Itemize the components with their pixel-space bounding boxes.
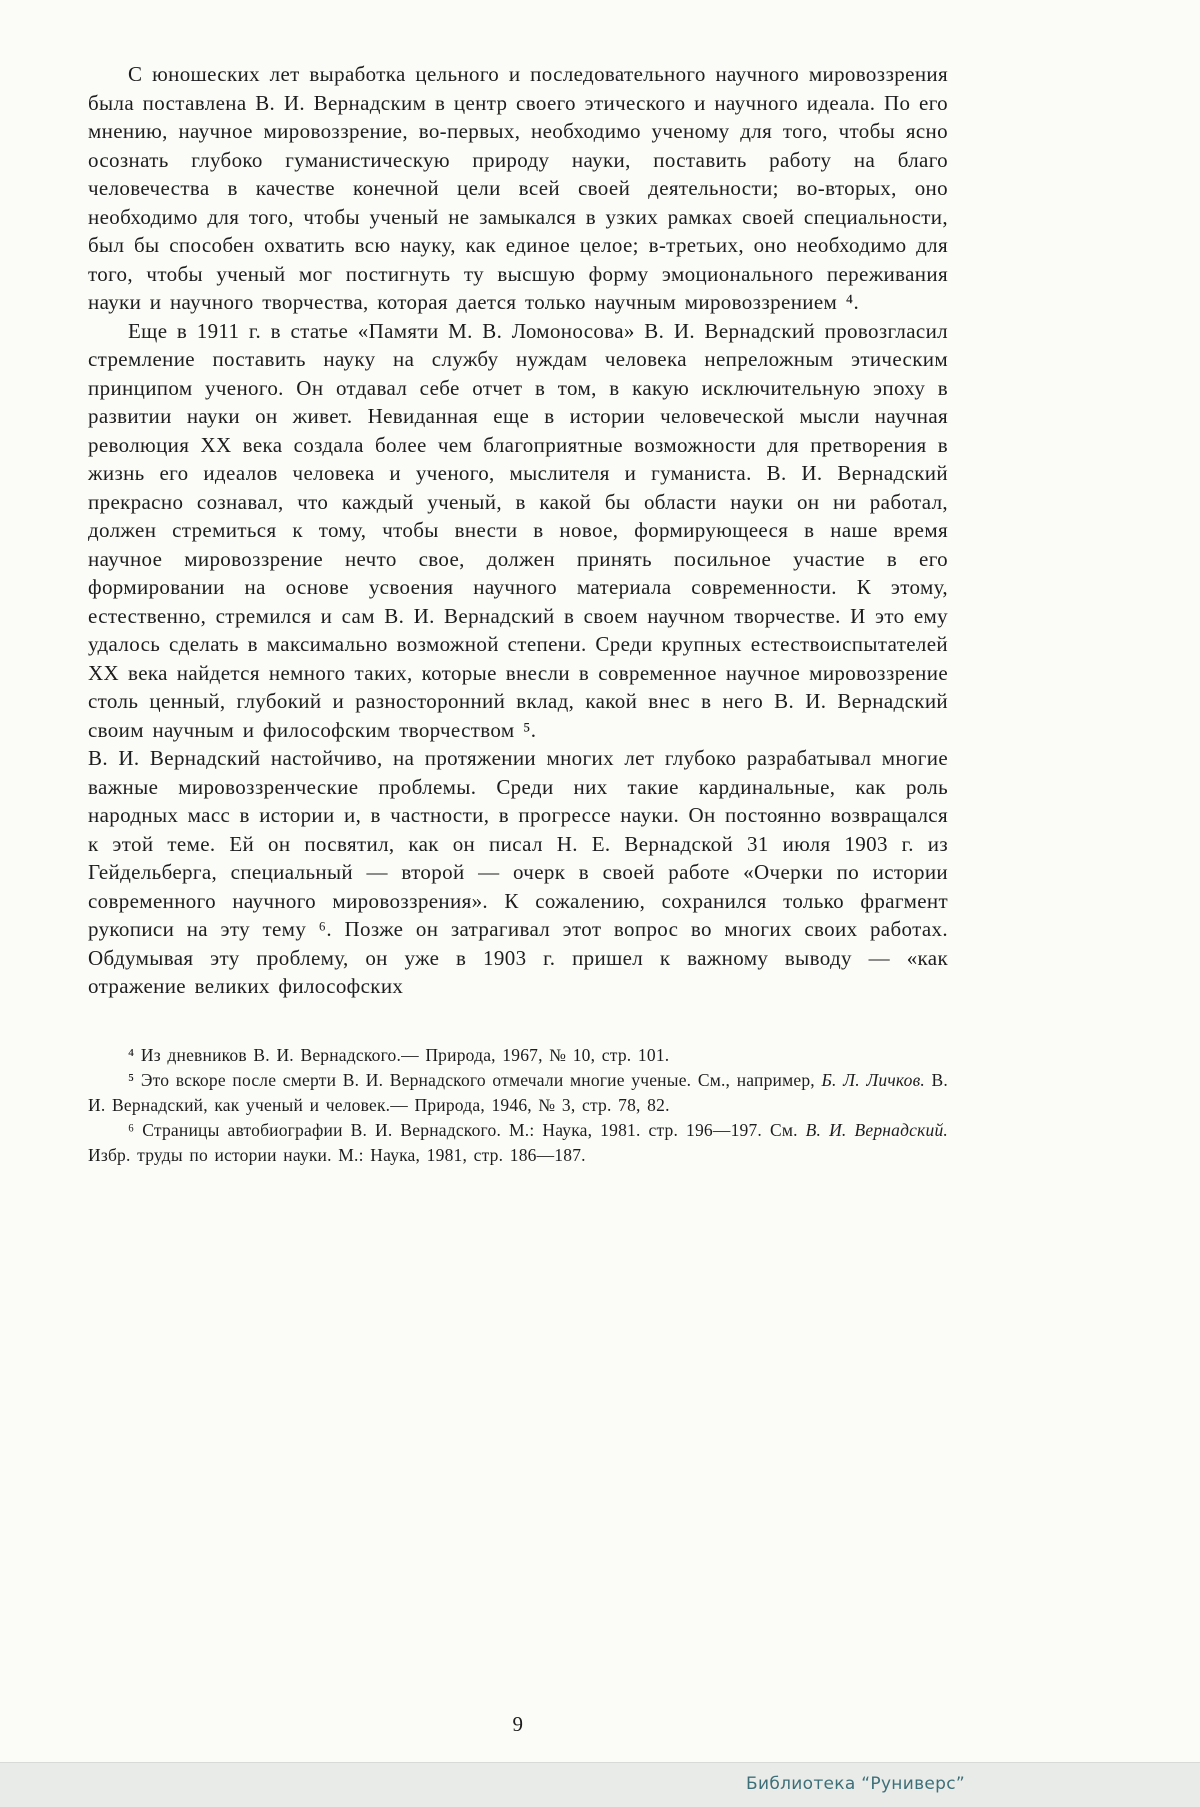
footnote-author-italic: Б. Л. Личков. (821, 1069, 925, 1090)
body-text (88, 60, 948, 1168)
footnote-5 (88, 1068, 948, 1118)
paragraph-1: С юношеских лет выработка цельного и последовательного научного мировоззрения была поставлена В. И. Вернадским в центр своего этического и научного идеала. По его мнению, научное мировоззрение, во-первых, необходимо ученому для того, чтобы ясно осознать глубоко гуманистическую природу науки, поставить работу на благо человечества в качестве конечной цели всей своей деятельности; во-вторых, оно необходимо для того, чтобы ученый не замыкался в узких рамках своей специальности, был бы способен охватить всю науку, как единое целое; в-третьих, оно необходимо для того, чтобы ученый мог постигнуть ту высшую форму эмоционального переживания науки и научного творчества, которая дается только научным мировоззрением ⁴. (88, 62, 948, 314)
footnote-text: Избр. труды по истории науки. М.: Наука, 1981, стр. 186—187. (88, 1144, 586, 1165)
footnotes-section (88, 1043, 948, 1168)
page-number: 9 (512, 1712, 524, 1736)
footnote-4 (88, 1043, 948, 1068)
footnote-text: ⁶ Страницы автобиографии В. И. Вернадского. М.: Наука, 1981. стр. 196—197. См. (128, 1119, 806, 1140)
footnote-6 (88, 1118, 948, 1168)
library-watermark: Библиотека “Руниверс” (746, 1774, 965, 1794)
footnote-author-italic: В. И. Вернадский. (805, 1119, 948, 1140)
footnote-text: ⁴ Из дневников В. И. Вернадского.— Природа, 1967, № 10, стр. 101. (128, 1044, 670, 1065)
paragraph-2: Еще в 1911 г. в статье «Памяти М. В. Ломоносова» В. И. Вернадский провозгласил стремление поставить науку на службу нуждам человека непреложным этическим принципом ученого. Он отдавал себе отчет в том, в какую исключительную эпоху в развитии науки он живет. Невиданная еще в истории человеческой мысли научная революция XX века создала более чем благоприятные возможности для претворения в жизнь его идеалов человека и ученого, мыслителя и гуманиста. В. И. Вернадский прекрасно сознавал, что каждый ученый, в какой бы области науки он ни работал, должен стремиться к тому, чтобы внести в новое, формирующееся в наше время научное мировоззрение нечто свое, должен принять посильное участие в его формировании на основе усвоения научного материала современности. К этому, естественно, стремился и сам В. И. Вернадский в своем научном творчестве. И это ему удалось сделать в максимально возможной степени. Среди крупных естествоиспытателей XX века найдется немного таких, которые внесли в современное научное мировоззрение столь ценный, глубокий и разносторонний вклад, какой внес в него В. И. Вернадский своим научным и философским творчеством ⁵. (88, 318, 948, 742)
footnote-text: В. И. Вернадский, как ученый и человек.— Природа, 1946, № 3, стр. 78, 82. (88, 1069, 949, 1115)
paragraph-3: В. И. Вернадский настойчиво, на протяжении многих лет глубоко разрабатывал многие важные мировоззренческие проблемы. Среди них такие кардинальные, как роль народных масс в истории и, в частности, в прогрессе науки. Он постоянно возвращался к этой теме. Ей он посвятил, как он писал Н. Е. Вернадской 31 июля 1903 г. из Гейдельберга, специальный — второй — очерк в своей работе «Очерки по истории современного научного мировоззрения». К сожалению, сохранился только фрагмент рукописи на эту тему ⁶. Позже он затрагивал этот вопрос во многих своих работах. Обдумывая эту проблему, он уже в 1903 г. пришел к важному выводу — «как отражение великих философских (88, 746, 948, 998)
footnote-text: ⁵ Это вскоре после смерти В. И. Вернадского отмечали многие ученые. См., например, (128, 1069, 822, 1090)
watermark-bar (0, 1762, 1200, 1807)
